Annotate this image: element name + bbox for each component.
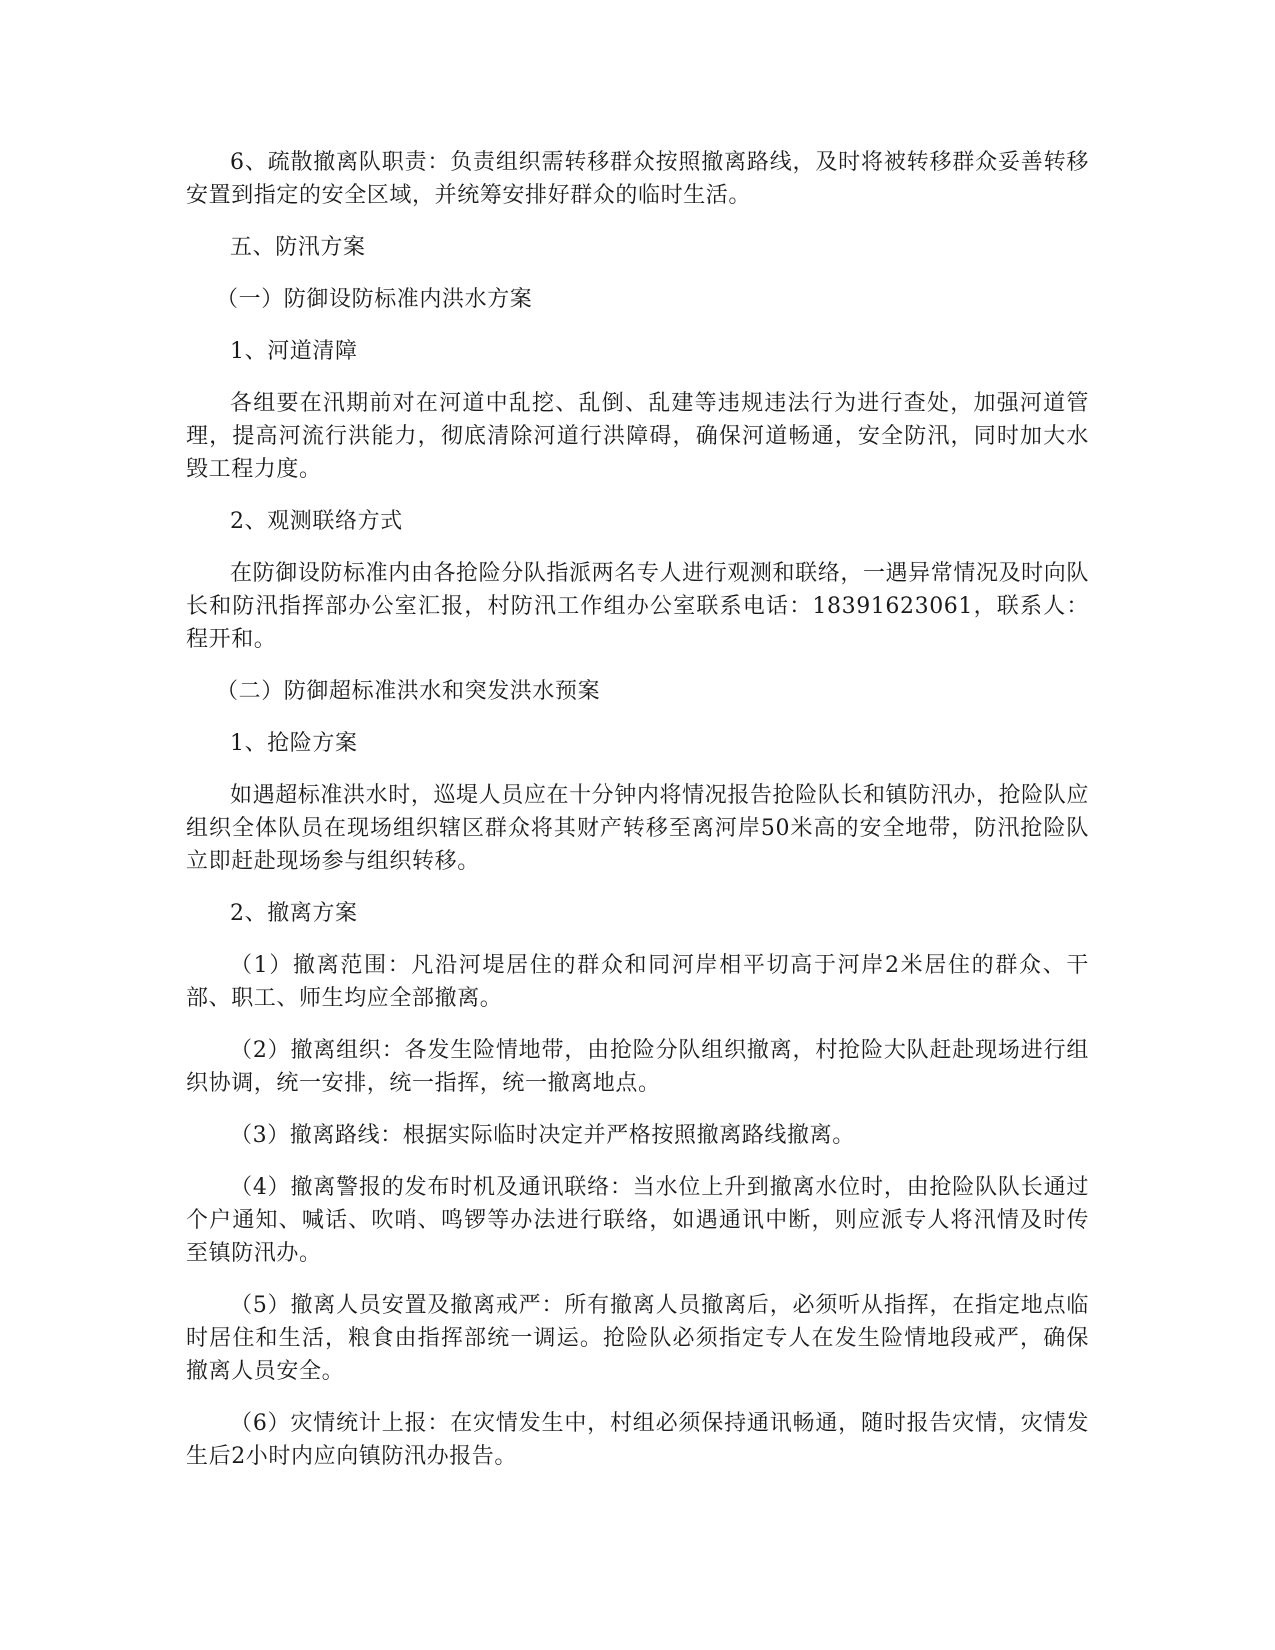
section-heading-flood-plan: 五、防汛方案 xyxy=(230,235,366,260)
list-item-evacuation-placement: （5）撤离人员安置及撤离戒严：所有撤离人员撤离后，必须听从指挥，在指定地点临时居住和生活，粮食由指挥部统一调运。抢险队必须指定专人在发生险情地段戒严，确保撤离人员安全。 xyxy=(186,1293,1089,1384)
list-item-evacuation-route: （3）撤离路线：根据实际临时决定并严格按照撤离路线撤离。 xyxy=(230,1123,855,1148)
list-item-disaster-report: （6）灾情统计上报：在灾情发生中，村组必须保持通讯畅通，随时报告灾情，灾情发生后2小时内应向镇防汛办报告。 xyxy=(186,1411,1089,1469)
paragraph-observation-contact: 在防御设防标准内由各抢险分队指派两名专人进行观测和联络，一遇异常情况及时向队长和防汛指挥部办公室汇报，村防汛工作组办公室联系电话：18391623061，联系人：程开和。 xyxy=(186,561,1089,652)
heading-evacuation-plan: 2、撤离方案 xyxy=(230,901,358,926)
list-item-evacuation-alarm: （4）撤离警报的发布时机及通讯联络：当水位上升到撤离水位时，由抢险队队长通过个户通知、喊话、吹哨、鸣锣等办法进行联络，如遇通讯中断，则应派专人将汛情及时传至镇防汛办。 xyxy=(186,1175,1089,1266)
paragraph-river-clearing: 各组要在汛期前对在河道中乱挖、乱倒、乱建等违规违法行为进行查处，加强河道管理，提高河流行洪能力，彻底清除河道行洪障碍，确保河道畅通，安全防汛，同时加大水毁工程力度。 xyxy=(186,391,1089,482)
heading-rescue-plan: 1、抢险方案 xyxy=(230,731,358,756)
list-item-evacuation-organization: （2）撤离组织：各发生险情地带，由抢险分队组织撤离，村抢险大队赶赴现场进行组织协调，统一安排，统一指挥，统一撤离地点。 xyxy=(186,1038,1089,1096)
subsection-heading-standard-flood: （一）防御设防标准内洪水方案 xyxy=(216,287,533,312)
heading-river-clearing: 1、河道清障 xyxy=(230,339,358,364)
paragraph-evacuation-team-duty: 6、疏散撤离队职责：负责组织需转移群众按照撤离路线，及时将被转移群众妥善转移安置到指定的安全区域，并统筹安排好群众的临时生活。 xyxy=(186,150,1089,208)
document-body xyxy=(186,146,1089,1492)
paragraph-rescue-plan: 如遇超标准洪水时，巡堤人员应在十分钟内将情况报告抢险队长和镇防汛办，抢险队应组织全体队员在现场组织辖区群众将其财产转移至离河岸50米高的安全地带，防汛抢险队立即赶赴现场参与组织转移。 xyxy=(186,783,1089,874)
heading-observation-contact: 2、观测联络方式 xyxy=(230,509,403,534)
subsection-heading-extreme-flood: （二）防御超标准洪水和突发洪水预案 xyxy=(216,679,601,704)
list-item-evacuation-scope: （1）撤离范围：凡沿河堤居住的群众和同河岸相平切高于河岸2米居住的群众、干部、职工、师生均应全部撤离。 xyxy=(186,953,1089,1011)
